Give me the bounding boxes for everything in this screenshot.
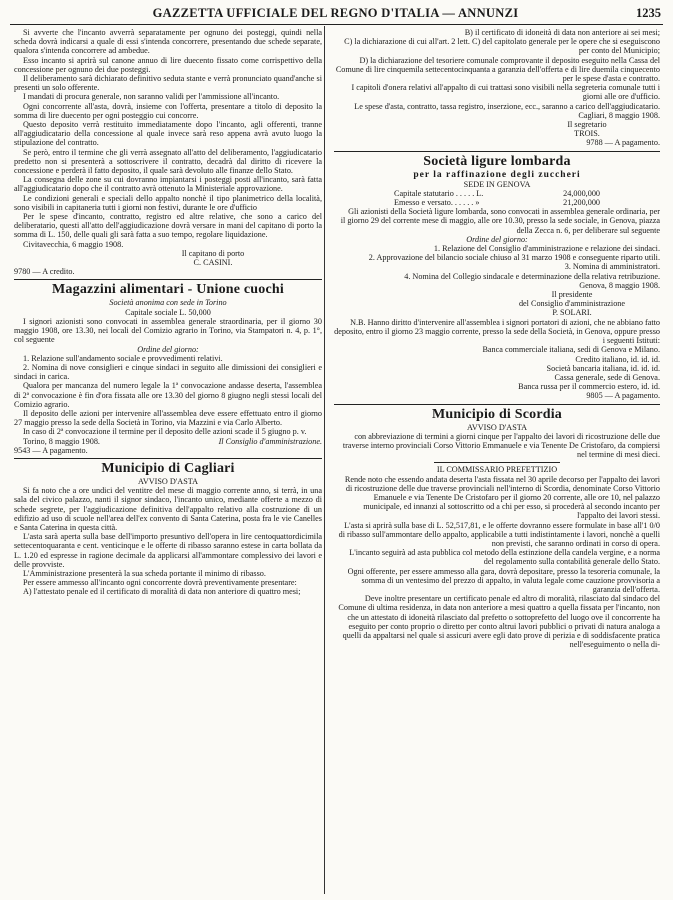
notice-title: Magazzini alimentari - Unione cuochi <box>52 282 284 298</box>
paragraph: Per le spese d'incanto, contratto, registro ed altre relative, che sono a carico del deliberatario, questi all'atto dell'aggiudicazione dovrà versare in mani del capitano di porto la somma di L. 150, delle quali gli sarà fatta a suo tempo, regolare liquidazione. <box>14 212 322 240</box>
paragraph: Rende noto che essendo andata deserta l'asta fissata nel 30 aprile decorso per l'appalto dei lavori di ricostruzione delle due traverse provinciali nell'interno di Scordia, denominate Corso Vittorio Emanuele e via Tenente De Cristofaro per il giorno 20 corrente, alle ore 10, nel palazzo municipale, ed innanzi al sottoscritto od a chi per esso, si procederà al secondo incanto per l'appalto dei lavori stessi. <box>344 474 660 521</box>
paragraph: I signori azionisti sono convocati in assemblea generale straordinaria, per il giorno 30 maggio 1908, ore 13.30, nei locali del Comizio agrario in Torino, via Stampatori n. 4, p. 1°, col seguente <box>14 316 322 345</box>
notice-title: Società ligure lombarda <box>423 153 571 169</box>
place-date: Civitavecchia, 6 maggio 1908. <box>23 239 124 249</box>
paragraph: L'asta si aprirà sulla base di L. 52,517,81, e le offerte dovranno essere formulate in base all'1 0/0 di ribasso sull'ammontare dello appalto, applicabile a tutti indistintamente i lavori, nonchè a quelli non previsti, che saranno ordinati in corso di opera. <box>338 520 660 548</box>
separator <box>14 279 322 280</box>
paragraph: Il deposito delle azioni per intervenire all'assemblea deve essere effettuato entro il giorno 27 maggio presso la sede della Società in Torino, via Mazzini e via Carlo Alberto. <box>14 408 322 428</box>
separator <box>434 462 560 463</box>
paragraph: D) la dichiarazione del tesoriere comunale comprovante il deposito eseguito nella Cassa del Comune di lire cinquemila settecentocinquanta a garanzia dell'offerta e di lire duemila cinquecento per le spese d'asta e contratto. <box>335 55 660 84</box>
agenda-item: 1. Relazione sull'andamento sociale e provvedimenti relativi. <box>23 353 223 363</box>
paragraph: L'asta sarà aperta sulla base dell'importo presuntivo dell'opera in lire centoquattordicimila settecentoquaranta e cent. venticinque e le offerte di ribasso saranno estese in carta bollata da L. 1.20 ed espresse in ragione decimale da applicarsi all'ammontare complessivo dei lavori e delle provviste. <box>14 532 322 569</box>
paragraph: Per essere ammesso all'incanto ogni concorrente dovrà preventivamente presentare: <box>23 578 297 588</box>
capital-row <box>334 198 660 207</box>
agenda-item: 2. Nomina di nove consiglieri e cinque sindaci in seguito alle dimissioni dei consiglieri e sindaci in carica. <box>14 362 322 382</box>
right-column <box>334 28 660 649</box>
paragraph: A) l'attestato penale ed il certificato di moralità di data non anteriore di quattro mesi; <box>23 587 301 597</box>
section-heading: IL COMMISSARIO PREFETTIZIO <box>436 465 558 475</box>
notice-reference: 9780 — A credito. <box>14 267 75 277</box>
agenda-item: 3. Nomina di amministratori. <box>564 262 660 272</box>
bank-item: Società bancaria italiana, id. id. id. <box>546 363 660 373</box>
notice-signature: Il Consiglio d'amministrazione. <box>218 436 322 446</box>
bank-item: Credito italiano, id. id. id. <box>575 354 660 364</box>
notice-reference: 9788 — A pagamento. <box>586 138 660 148</box>
paragraph: C) la dichiarazione di cui all'art. 2 lett. C) del capitolato generale per le opere che si eseguiscono per conto del Municipio; <box>344 37 660 56</box>
notice-subtitle: per la raffinazione degli zuccheri <box>413 169 581 180</box>
agenda-heading: Ordine del giorno: <box>137 344 199 354</box>
agenda-item: 1. Relazione del Consiglio d'amministrazione e relazione dei sindaci. <box>433 244 660 254</box>
header-rule <box>10 24 663 25</box>
bank-item: Banca commerciale italiana, sedi di Genova e Milano. <box>482 345 660 355</box>
agenda-item: 4. Nomina del Collegio sindacale e determinazione della relativa retribuzione. <box>404 271 660 281</box>
paragraph: Le condizioni generali e speciali dello appalto nonchè il tipo planimetrico della località, sono visibili in capitaneria tutti i giorni non festivi, durante le ore d'ufficio <box>14 193 322 212</box>
separator <box>14 458 322 459</box>
capital-value: 24,000,000 <box>563 188 600 198</box>
signature-role: Il presidente <box>551 290 593 300</box>
signature-name: P. SOLARI. <box>552 308 592 318</box>
notice-reference: 9543 — A pagamento. <box>14 445 88 455</box>
agenda-heading: Ordine del giorno: <box>466 234 528 244</box>
paragraph: Deve inoltre presentare un certificato penale ed altro di moralità, rilasciato dal sindaco del Comune di ultima residenza, in data non anteriore a mesi quattro a quella fissata per l'incanto, non che un attestato di idoneità rilasciato dal prefetto o sottoprefetto del luogo ove il concorrente ha eseguito per conto proprio o diretto per conto altrui lavori pubblici o privati di natura analoga a quelli da appaltarsi nel quale si assicuri avere egli dato prove di perizia e di soddisfacente pratica nell'eseguimento o nella di- <box>338 594 660 650</box>
notice-title: Municipio di Cagliari <box>101 460 235 476</box>
paragraph: N.B. Hanno diritto d'intervenire all'assemblea i signori portatori di azioni, che ne abbiano fatto deposito, entro il giorno 23 maggio corrente, presso la sede della Società, in Genova, oppure presso i seguenti Istituti: <box>334 317 660 346</box>
notice-subtitle: AVVISO D'ASTA <box>137 476 199 486</box>
bank-item: Cassa generale, sede di Genova. <box>554 372 660 382</box>
signature-name: C. CASINI. <box>193 258 233 268</box>
paragraph: Si fa noto che a ore undici del ventitre del mese di maggio corrente anno, si terrà, in una sala del civico palazzo, nanti il signor sindaco, l'incanto unico, mediante offerte a mezzo di schede segrete, per l'aggiudicazione definitiva dell'appalto relativo alla costruzione di un edifizio ad uso di scuole nell'area dell'ex convento di Santa Caterina, posta fra le vie Canelles e Santa Caterina in questa città. <box>14 486 322 532</box>
paragraph: I mandati di procura generale, non saranno validi per l'ammissione all'incanto. <box>23 92 280 102</box>
paragraph: Le spese d'asta, contratto, tassa registro, inserzione, ecc., saranno a carico dell'aggiudicatario. <box>354 101 660 111</box>
paragraph: Ogni concorrente all'asta, dovrà, insieme con l'offerta, presentare a titolo di deposito la somma di lire duecento per ogni posteggio cui concorre. <box>14 101 322 120</box>
capital: Capitale sociale L. 50,000 <box>125 307 211 317</box>
left-column <box>14 28 322 597</box>
seat: SEDE IN GENOVA <box>463 179 531 189</box>
paragraph: Esso incanto si aprirà sul canone annuo di lire duecento fissato come corrispettivo della concessione per ognuno dei due posteggi. <box>14 55 322 74</box>
capital-row <box>334 189 660 198</box>
notice-title: Municipio di Scordia <box>431 406 563 422</box>
paragraph: Qualora per mancanza del numero legale la 1ª convocazione andasse deserta, l'assemblea di 2ª convocazione è fin d'ora fissata alle ore 13.30 del giorno 8 giugno negli stessi locali del Comizio agrario. <box>14 381 322 409</box>
notice-reference: 9805 — A pagamento. <box>586 391 660 401</box>
paragraph: Questo deposito verrà restituito immediatamente dopo l'incanto, agli offerenti, tranne all'aggiudicatario della concessione al quale invece sarà reso appena avrà avuto luogo la stipulazione del contratto. <box>14 120 322 148</box>
capital-value: 21,200,000 <box>563 198 600 208</box>
signature-role: Il capitano di porto <box>181 248 245 258</box>
paragraph: Il deliberamento sarà dichiarato definitivo seduta stante e verrà pronunciato quand'anche si presenti un solo offerente. <box>14 74 322 93</box>
agenda-item: 2. Approvazione del bilancio sociale chiuso al 31 marzo 1908 e conseguente riparto utili. <box>368 253 660 263</box>
place-date: Cagliari, 8 maggio 1908. <box>578 110 660 120</box>
notice-subtitle: Società anonima con sede in Torino <box>109 298 227 308</box>
paragraph: L'Amministrazione presenterà la sua scheda portante il minimo di ribasso. <box>23 568 266 578</box>
separator <box>334 404 660 405</box>
date-signature-line <box>14 437 322 446</box>
page-header <box>10 6 661 22</box>
paragraph: In caso di 2ª convocazione il termine per il deposito delle azioni scade il 5 giugno p. v. <box>23 427 307 437</box>
notice-subtitle: AVVISO D'ASTA <box>466 422 528 432</box>
place-date: Genova, 8 maggio 1908. <box>579 280 660 290</box>
bank-item: Banca russa per il commercio estero, id. id. <box>518 382 660 392</box>
paragraph: Si avverte che l'incanto avverrà separatamente per ognuno dei posteggi, quindi nella scheda dovrà indicarsi a quale di essi s'intenda concorrere, presentando due schede separate, qualora s'intenda concorrere ad ambedue. <box>14 28 322 56</box>
paragraph: con abbreviazione di termini a giorni cinque per l'appalto dei lavori di ricostruzione delle due traverse interno provinciali Corso Vittorio Emmanuele e via Tenente De Cristofaro, da compiersi nel termine di mesi dieci. <box>342 431 660 460</box>
paragraph: B) il certificato di idoneità di data non anteriore ai sei mesi; <box>464 28 660 37</box>
signature-name: TROIS. <box>574 129 600 139</box>
paragraph: Gli azionisti della Società ligure lombarda, sono convocati in assemblea generale ordinaria, per il giorno 29 del corrente mese di maggio, alle ore 10.30, presso la sede sociale, in Genova, piazza della Zecca n. 6, per deliberare sul seguente <box>340 207 660 235</box>
separator <box>334 151 660 152</box>
notice-date: Torino, 8 maggio 1908. <box>23 436 100 446</box>
capital-label: Capitale statutario . . . . . L. <box>394 188 484 198</box>
signature-role: Il segretario <box>567 120 607 130</box>
paragraph: L'incanto seguirà ad asta pubblica col metodo della estinzione della candela vergine, e a norma del regolamento sulla contabilità generale dello Stato. <box>349 548 660 567</box>
paragraph: I capitoli d'onera relativi all'appalto di cui trattasi sono visibili nella segreteria comunale tutti i giorni alle ore d'ufficio. <box>351 83 660 102</box>
signature-role: del Consiglio d'amministrazione <box>518 299 626 309</box>
paragraph: La consegna delle zone su cui dovranno impiantarsi i posteggi posti all'incanto, sarà fatta all'aggiudicatario dopo che il contratto avrà ottenuto la Ministeriale approvazione. <box>14 175 322 194</box>
paragraph: Se però, entro il termine che gli verrà assegnato all'atto del deliberamento, l'aggiudicatario predetto non si presenterà a sottoscrivere il contratto, decadrà dal diritto di ricevere la concessione e perderà il fatto deposito, il quale sarà devoluto alle finanze dello Stato. <box>14 147 322 176</box>
column-divider <box>324 26 325 894</box>
paragraph: Ogni offerente, per essere ammesso alla gara, dovrà depositare, presso la tesoreria comunale, la somma di un ventesimo del prezzo di appalto, in valuta legale come cauzione provvisoria a garanzia dell'offerta. <box>347 566 660 594</box>
page-number: 1235 <box>636 6 661 20</box>
gazette-title: GAZZETTA UFFICIALE DEL REGNO D'ITALIA — ANNUNZI <box>152 6 519 20</box>
capital-label: Emesso e versato. . . . . . » <box>394 198 480 208</box>
